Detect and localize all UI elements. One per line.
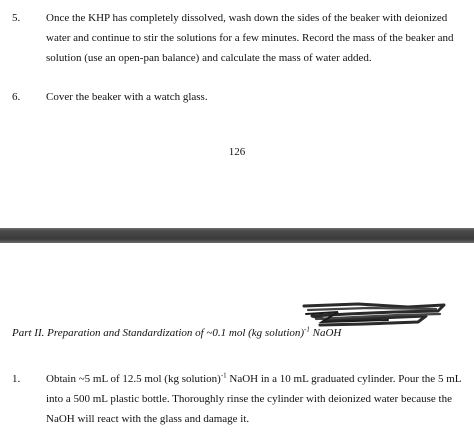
page-break-divider [0, 228, 474, 243]
part-heading: Part II. Preparation and Standardization of ~0.1 mol (kg solution)$^{-1}$ NaOH [12, 325, 342, 339]
step-number: 6. [12, 91, 21, 103]
page-number: 126 [228, 146, 246, 158]
step-number: 1. [12, 373, 21, 385]
redaction-scribble [298, 298, 448, 328]
step-text: Cover the beaker with a watch glass. [46, 91, 208, 103]
step-text: Once the KHP has completely dissolved, wash down the sides of the beaker with deionized water and continue to stir the solutions for a few minutes. Record the mass of the beaker and solution (use an open-pan balance) and calculate the mass of water added. [46, 12, 454, 64]
step-text: Obtain ~5 mL of 12.5 mol (kg solution)$^{-1}$ NaOH in a 10 mL graduated cylinder. Pour the 5 mL into a 500 mL plastic bottle. Thoroughly rinse the cylinder with deionized water because the NaOH will react with the glass and damage it. [46, 371, 462, 425]
step-number: 5. [12, 12, 21, 24]
